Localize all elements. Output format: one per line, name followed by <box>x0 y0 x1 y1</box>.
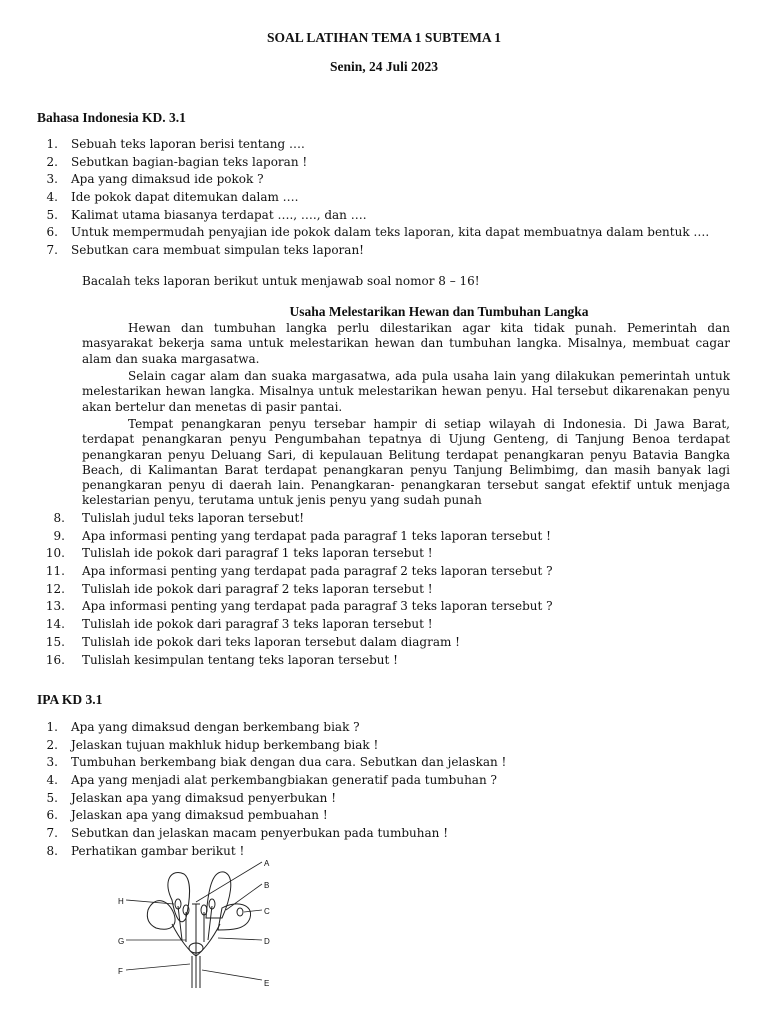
bahasa-question-list <box>26 136 709 260</box>
question-item <box>37 616 553 634</box>
question-item <box>26 189 709 207</box>
story-paragraph-3: Tempat penangkaran penyu tersebar hampir di setiap wilayah di Indonesia. Di Jawa Barat, terdapat penangkaran penyu Pengumbahan tepatnya di Ujung Genteng, di Tanjung Benoa terdapat penangkaran penyu Deluang Sari, di kepulauan Belitung terdapat penangkaran penyu Batavia Bangka Beach, di Kalimantan Barat terdapat penangkaran penyu Tanjung Belimbimg, dan masih banyak lagi penangkaran penyu di daerah lain. Penangkaran- penangkaran tersebut sangat efektif untuk menjaga kelestarian penyu, terutama untuk jenis penyu yang sudah punah <box>82 417 730 508</box>
question-item <box>37 652 553 670</box>
question-number: 2. <box>46 154 58 169</box>
question-text: Sebutkan cara membuat simpulan teks laporan! <box>71 243 364 258</box>
question-number: 5. <box>46 207 58 222</box>
question-number: 10. <box>45 546 65 561</box>
question-item <box>26 754 506 772</box>
figure-label-g: G <box>118 937 125 946</box>
figure-label-e: E <box>264 979 270 988</box>
question-item <box>26 154 709 172</box>
question-text: Apa informasi penting yang terdapat pada paragraf 2 teks laporan tersebut ? <box>82 564 553 579</box>
figure-label-b: B <box>264 881 270 890</box>
question-item <box>37 528 553 546</box>
story-paragraph-2: Selain cagar alam dan suaka margasatwa, ada pula usaha lain yang dilakukan pemerintah untuk melestarikan hewan langka. Misalnya untuk melestarikan hewan penyu. Hal tersebut dikarenakan penyu akan bertelur dan menetas di pasir pantai. <box>82 369 730 414</box>
question-item <box>26 136 709 154</box>
question-item <box>26 719 506 737</box>
question-item <box>26 790 506 808</box>
question-text: Sebutkan bagian-bagian teks laporan ! <box>71 154 308 169</box>
question-item <box>37 510 553 528</box>
question-number: 3. <box>46 755 58 770</box>
section-heading-bahasa: Bahasa Indonesia KD. 3.1 <box>37 110 186 125</box>
question-number: 1. <box>46 720 58 734</box>
question-number: 11. <box>45 564 65 579</box>
question-text: Untuk mempermudah penyajian ide pokok dalam teks laporan, kita dapat membuatnya dalam bentuk …. <box>71 225 710 240</box>
anther-shape <box>237 908 243 916</box>
question-number: 8. <box>46 843 58 858</box>
question-item <box>26 737 506 755</box>
question-item <box>37 545 553 563</box>
question-text: Tulislah judul teks laporan tersebut! <box>82 511 305 525</box>
question-item <box>26 242 709 260</box>
question-item <box>26 224 709 242</box>
question-number: 9. <box>53 528 65 543</box>
question-number: 7. <box>46 243 58 258</box>
flower-petal-shape <box>147 901 175 930</box>
figure-label-f: F <box>118 967 123 976</box>
question-number: 7. <box>46 826 58 841</box>
question-item <box>26 807 506 825</box>
bahasa-question-list-2 <box>37 510 553 669</box>
question-number: 14. <box>45 617 65 632</box>
question-text: Apa yang dimaksud ide pokok ? <box>71 172 264 187</box>
question-number: 2. <box>46 737 58 752</box>
question-number: 1. <box>46 137 58 151</box>
ipa-question-list <box>26 719 506 861</box>
question-text: Apa informasi penting yang terdapat pada paragraf 3 teks laporan tersebut ? <box>82 599 553 614</box>
question-text: Tulislah ide pokok dari paragraf 3 teks laporan tersebut ! <box>82 617 433 632</box>
question-text: Apa informasi penting yang terdapat pada paragraf 1 teks laporan tersebut ! <box>82 528 551 543</box>
figure-label-h: H <box>118 897 124 906</box>
question-number: 5. <box>46 790 58 805</box>
question-text: Tulislah ide pokok dari teks laporan tersebut dalam diagram ! <box>82 634 460 649</box>
question-text: Tumbuhan berkembang biak dengan dua cara. Sebutkan dan jelaskan ! <box>71 755 507 770</box>
question-number: 4. <box>46 773 58 788</box>
question-item <box>26 825 506 843</box>
question-text: Sebutkan dan jelaskan macam penyerbukan pada tumbuhan ! <box>71 826 449 841</box>
question-number: 6. <box>46 808 58 823</box>
question-number: 16. <box>45 652 65 667</box>
question-text: Apa yang dimaksud dengan berkembang biak ? <box>71 720 360 734</box>
question-text: Jelaskan tujuan makhluk hidup berkembang biak ! <box>71 737 379 752</box>
question-text: Jelaskan apa yang dimaksud pembuahan ! <box>71 808 328 823</box>
figure-label-a: A <box>264 860 270 868</box>
question-number: 15. <box>45 634 65 649</box>
question-item <box>37 598 553 616</box>
question-text: Kalimat utama biasanya terdapat …., …., dan …. <box>71 207 367 222</box>
label-leader-lines <box>126 862 262 980</box>
flower-petal-shape <box>206 872 231 918</box>
question-item <box>26 843 506 861</box>
section-heading-ipa: IPA KD 3.1 <box>37 692 103 707</box>
question-text: Tulislah kesimpulan tentang teks laporan tersebut ! <box>82 652 398 667</box>
question-number: 6. <box>46 225 58 240</box>
question-text: Tulislah ide pokok dari paragraf 2 teks laporan tersebut ! <box>82 581 433 596</box>
question-item <box>37 581 553 599</box>
document-title: SOAL LATIHAN TEMA 1 SUBTEMA 1 <box>267 30 501 45</box>
question-text: Tulislah ide pokok dari paragraf 1 teks laporan tersebut ! <box>82 546 433 561</box>
question-text: Jelaskan apa yang dimaksud penyerbukan ! <box>71 790 337 805</box>
question-text: Ide pokok dapat ditemukan dalam …. <box>71 190 299 205</box>
flower-diagram <box>112 860 282 990</box>
question-item <box>26 772 506 790</box>
pistil-shape <box>192 904 200 956</box>
question-text: Sebuah teks laporan berisi tentang …. <box>71 137 305 151</box>
question-item <box>26 171 709 189</box>
question-item <box>37 634 553 652</box>
reading-instruction: Bacalah teks laporan berikut untuk menjawab soal nomor 8 – 16! <box>82 274 480 288</box>
question-text: Perhatikan gambar berikut ! <box>71 843 245 858</box>
stem-shape <box>192 956 200 988</box>
question-number: 8. <box>53 511 65 525</box>
question-item <box>37 563 553 581</box>
figure-label-d: D <box>264 937 270 946</box>
document-date: Senin, 24 Juli 2023 <box>329 59 439 74</box>
question-number: 12. <box>45 581 65 596</box>
question-item <box>26 207 709 225</box>
question-number: 13. <box>45 599 65 614</box>
figure-label-c: C <box>264 907 270 916</box>
question-number: 4. <box>46 190 58 205</box>
story-paragraph-1: Hewan dan tumbuhan langka perlu dilestarikan agar kita tidak punah. Pemerintah dan masyarakat bekerja sama untuk melestarikan hewan dan tumbuhan langka. Misalnya, membuat cagar alam dan suaka margasatwa. <box>82 321 730 366</box>
question-number: 3. <box>46 172 58 187</box>
question-text: Apa yang menjadi alat perkembangbiakan generatif pada tumbuhan ? <box>71 773 497 788</box>
story-title: Usaha Melestarikan Hewan dan Tumbuhan Langka <box>289 304 589 319</box>
